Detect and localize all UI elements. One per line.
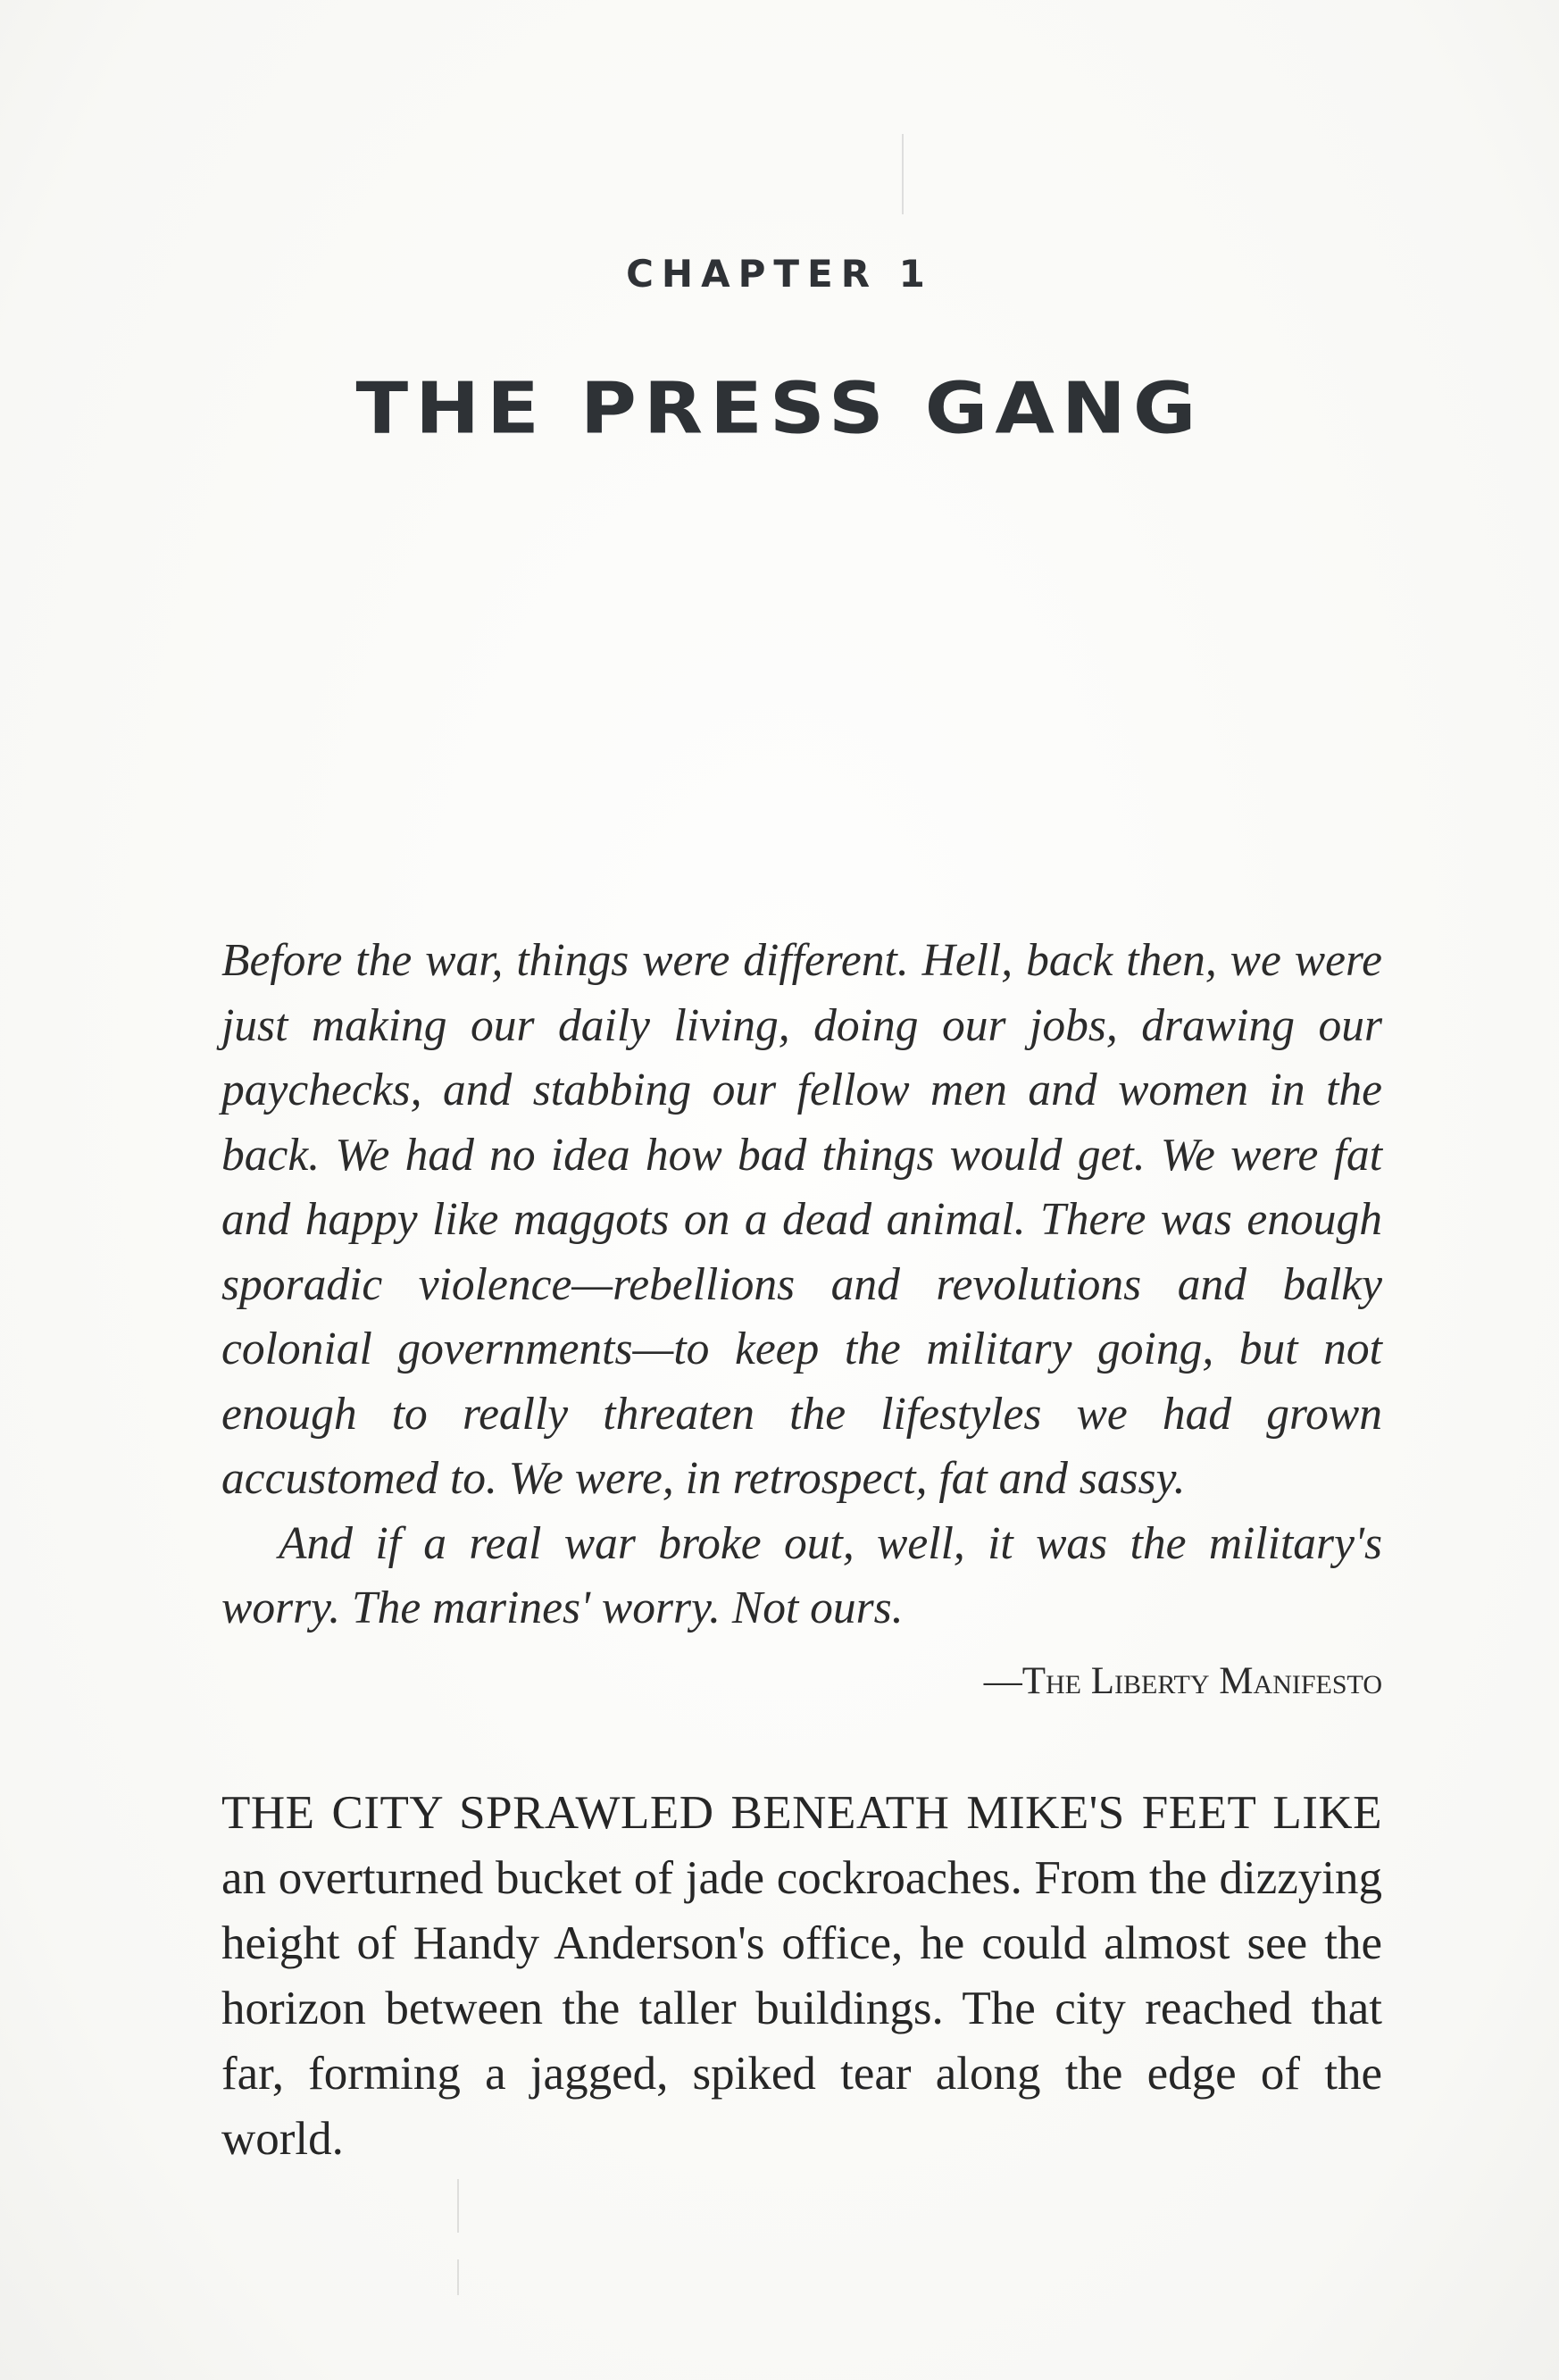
epigraph	[221, 929, 1382, 1641]
scan-mark	[457, 2259, 459, 2295]
lead-in-caps: THE CITY SPRAWLED BENEATH MIKE'S FEET LIKE	[221, 1787, 1382, 1839]
chapter-label: CHAPTER 1	[626, 252, 933, 296]
scan-mark	[902, 134, 904, 214]
attribution-text: —The Liberty Manifesto	[983, 1660, 1382, 1702]
chapter-title: THE PRESS GANG	[355, 368, 1204, 450]
body-text	[221, 1781, 1382, 2172]
epigraph-paragraph: And if a real war broke out, well, it was the military's worry. The marines' worry. Not ours.	[221, 1517, 1382, 1633]
epigraph-attribution	[221, 1659, 1382, 1703]
epigraph-paragraph: Before the war, things were different. Hell, back then, we were just making our daily living, doing our jobs, drawing our paychecks, and stabbing our fellow men and women in the back. We had no idea how bad things would get. We were fat and happy like maggots on a dead animal. There was enough sporadic violence—rebellions and revolutions and balky colonial governments—to keep the military going, but not enough to really threaten the lifestyles we had grown accustomed to. We were, in retrospect, fat and sassy.	[221, 935, 1382, 1504]
body-paragraph-text: an overturned bucket of jade cockroaches. From the dizzying height of Handy Anderson's office, he could almost see the horizon between the taller buildings. The city reached that far, forming a jagged, spiked tear along the edge of the world.	[221, 1852, 1382, 2165]
scan-mark	[457, 2179, 459, 2233]
body-paragraph	[221, 1781, 1382, 2172]
